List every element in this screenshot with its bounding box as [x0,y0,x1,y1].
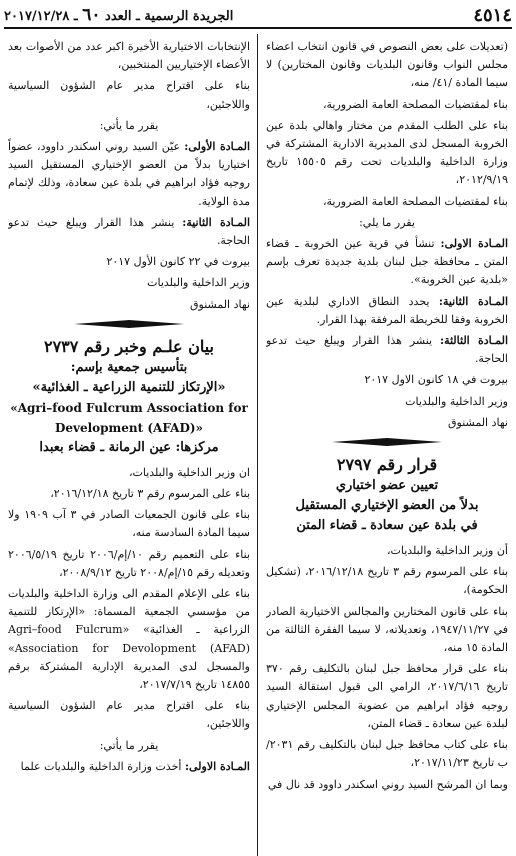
statement-subtitle: «الإرتكاز للتنمية الزراعية ـ الغذائية» [32,379,226,395]
article-label: المـادة الاولى: [440,237,508,251]
article [8,758,250,776]
header-publication [4,5,233,25]
paragraph: (تعديلات على بعض النصوص في قانون انتخاب اعضاء مجلس النواب وقانون البلديات وقانون المختارين) لا سيما المادة /٤١/ منه، [266,40,508,90]
decision-clause: يقرر ما يلي: [359,215,415,229]
article-label: المـادة الأولى: [184,140,250,154]
paragraph: بناء على قرار محافظ جبل لبنان بالتكليف رقم ٣٧٠ تاريخ ٢٠١٧/٦/١٦، الرامي الى قبول استقالة السيد روجيه فؤاد ابراهيم من عضوية المجلس الإختياري لبلدة عين سعادة ـ قضاء المتن، [266,662,508,730]
statement-subtitle: بتأسيس جمعية بإسم: [70,359,188,375]
paragraph: ان وزير الداخلية والبلديات، [128,465,250,479]
paragraph: بناء على اقتراح مدير عام الشؤون السياسية واللاجئين، [8,699,250,731]
page-header [4,3,512,29]
paragraph: بناء لمقتضيات المصلحة العامة الضرورية، [322,97,508,111]
minister-title: وزير الداخلية والبلديات [147,276,250,290]
paragraph: بناء على الطلب المقدم من مختار واهالي بلدة عين الخروبة المسجل لدى المديرية الادارية المشتركة في وزارة الداخلية والبلديات تحت رقم ١٥٥٠٥ تاريخ ٢٠١٢/٩/١٩، [266,118,508,187]
statement-latin-name: «Agri–food Fulcrum Association for [10,400,248,415]
header-page-number: ٤٥١٤ [473,4,512,26]
decision-title: قرار رقم ٢٧٩٧ [336,455,438,475]
paragraph: بناء على كتاب محافظ جبل لبنان بالتكليف رقم ٢٠٣١/ ب تاريخ ٢٠١٧/١١/٢٣، [266,738,508,770]
article-text: أخذت وزارة الداخلية والبلديات علما [20,759,182,773]
paragraph: بناء لمقتضيات المصلحة العامة الضرورية، [322,194,508,208]
paragraph: بناء على المرسوم رقم ٣ تاريخ ٢٠١٦/١٢/١٨، [50,487,250,501]
article-text: يحدد النطاق الاداري لبلدية عين الخروبة وفقا للخريطة المرفقة بهذا القرار. [266,294,508,326]
article [266,293,508,329]
article [8,214,250,250]
decision-subtitle: بدلاً من العضو الإختياري المستقيل [295,498,479,514]
paragraph: بناء على اقتراح مدير عام الشؤون السياسية واللاجئين، [8,79,250,111]
minister-name: نهاد المشنوق [448,415,508,429]
paragraph: الإنتخابات الاختيارية الأخيرة اكبر عدد من الأصوات بعد الأعضاء الإختياريين المنتخبين، [8,40,250,72]
statement-latin-name: Development (AFAD)» [54,420,204,435]
statement-headquarters: مركزها: عين الرمانة ـ قضاء بعبدا [39,439,219,455]
minister-name: نهاد المشنوق [190,297,250,311]
article-text: عيّن السيد روني اسكندر داوود، عضواً اختياريا بدلاً من العضو الإختياري المستقيل السيد روجيه فؤاد ابراهيم في بلدة عين سعادة، وذلك لإتمام مدة الولاية. [8,140,250,208]
paragraph: بناء على الإعلام المقدم الى وزارة الداخلية والبلديات من مؤسسي الجمعية المسماة: «الإرتكاز للتنمية الزراعية ـ الغذائية» «Agri–food Fulcrum Association for Devolopment (AFAD)» والمسجل لدى المديرية الإدارية المشتركة برقم ١٤٨٥٥ تاريخ ٢٠١٧/٧/١٩، [8,587,250,692]
paragraph: وبما ان المرشح السيد روني اسكندر داوود قد نال في [267,777,508,791]
minister-title: وزير الداخلية والبلديات [405,394,508,408]
decision-subtitle: تعيين عضو اختياري [335,478,439,494]
place-date: بيروت في ٢٢ كانون الأول ٢٠١٧ [106,255,250,269]
article-label: المـادة الثانية: [438,294,508,308]
right-column [266,38,508,856]
decision-subtitle: في بلدة عين سعادة ـ قضاء المتن [296,518,478,534]
paragraph: بناء على المرسوم رقم ٣ تاريخ ٢٠١٦/١٢/١٨، (تشكيل الحكومة)، [266,565,508,597]
article-label: المـادة الثانية: [182,215,250,229]
article-label: المـادة الثالثة: [440,334,508,348]
article-label: المـادة الاولى: [184,759,250,773]
article [266,235,508,290]
decision-clause: يقرر ما يأتي: [99,738,159,752]
paragraph: بناء على قانون المختارين والمجالس الاختيارية الصادر في ١٩٤٧/١١/٢٧، وتعديلاته، لا سيما الفقرة الثالثة من المادة ١٥ منه، [266,604,508,655]
section-separator [8,320,250,328]
section-separator [266,438,508,446]
article [8,138,250,211]
paragraph: بناء على قانون الجمعيات الصادر في ٣ آب ١٩٠٩ ولا سيما المادة السادسة منه، [8,508,250,540]
header-issue-number: ٦٠ [82,5,101,25]
article-text: ينشر هذا القرار ويبلغ حيث تدعو الحاجة. [266,334,508,366]
header-publication-name: الجريدة الرسمية ـ العدد [105,9,234,24]
article-text: تنشأ في قرية عين الخروبة ـ قضاء المتن ـ محافظة جبل لبنان بلدية جديدة تعرف بإسم «بلدية عين الخروبة». [266,237,508,287]
header-date: ـ ٢٠١٧/١٢/٢٨ [4,9,78,24]
paragraph: بناء على التعميم رقم ١٠/إم/٢٠٠٦ تاريخ ٢٠٠٦/٥/١٩ وتعديله رقم ١٥/إم/٢٠٠٨ تاريخ ٢٠٠٨/٩/١٢، [8,547,250,579]
statement-title: بيان علـم وخبر رقم ٢٧٣٧ [43,336,215,356]
left-column [8,38,250,856]
article [266,332,508,368]
column-divider [257,34,258,856]
decision-clause: يقرر ما يأتي: [99,118,159,132]
place-date: بيروت في ١٨ كانون الاول ٢٠١٧ [364,373,508,387]
article-text: ينشر هذا القرار ويبلغ حيث تدعو الحاجة. [8,215,250,248]
paragraph: أن وزير الداخلية والبلديات، [386,544,508,558]
